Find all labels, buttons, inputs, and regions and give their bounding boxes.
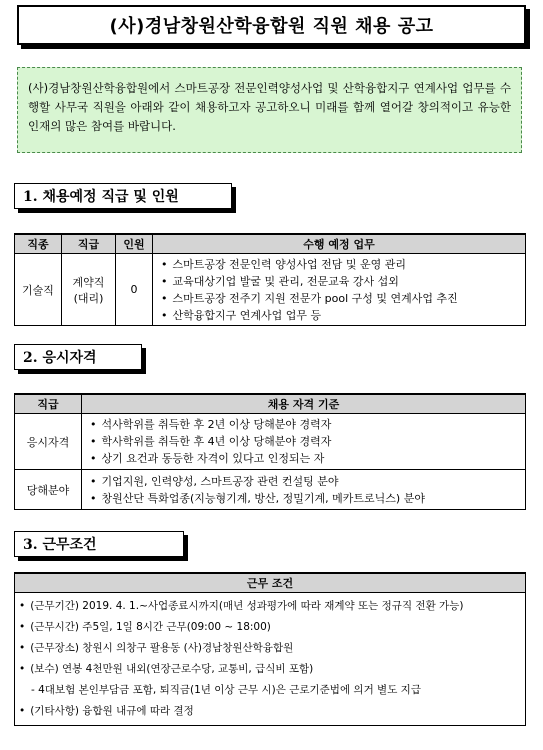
page-title: (사)경남창원산학융합원 직원 채용 공고	[17, 5, 526, 45]
condition-sub-item: - 4대보험 본인부담금 포함, 퇴직금(1년 이상 근무 시)은 근로기준법에 의거 별도 지급	[31, 684, 421, 696]
field-items	[82, 470, 526, 510]
duty-item: • 스마트공장 전문인력 양성사업 전담 및 운영 관리	[161, 256, 521, 273]
qualification-item: • 상기 요건과 동등한 자격이 있다고 인정되는 자	[90, 450, 521, 467]
col-header-criteria: 채용 자격 기준	[82, 394, 526, 414]
cell-count: 0	[116, 254, 153, 326]
intro-text: (사)경남창원산학융합원에서 스마트공장 전문인력양성사업 및 산학융합지구 연계사업 업무를 수행할 사무국 직원을 아래와 같이 채용하고자 공고하오니 미래를 함께 열어갈 창의적이고 유능한 인재의 많은 참여를 바랍니다.	[17, 67, 522, 153]
qualification-item: • 석사학위를 취득한 후 2년 이상 당해분야 경력자	[90, 416, 521, 433]
duty-item: • 산학융합지구 연계사업 업무 등	[161, 307, 521, 324]
positions-table	[14, 233, 526, 326]
row-label-field: 당해분야	[15, 470, 82, 510]
qualification-item: • 학사학위를 취득한 후 4년 이상 당해분야 경력자	[90, 433, 521, 450]
conditions-table	[14, 572, 526, 726]
duty-item: • 교육대상기업 발굴 및 관리, 전문교육 강사 섭외	[161, 273, 521, 290]
duty-item: • 스마트공장 전주기 지원 전문가 pool 구성 및 연계사업 추진	[161, 290, 521, 307]
col-header-grade: 직급	[62, 234, 116, 254]
col-header-grade: 직급	[15, 394, 82, 414]
condition-item: • (근무장소) 창원시 의창구 팔용동 (사)경남창원산학융합원	[19, 638, 521, 659]
cell-duties	[153, 254, 526, 326]
cell-type: 기술직	[15, 254, 62, 326]
section-1-title: 1. 채용예정 직급 및 인원	[14, 183, 232, 209]
cell-grade	[62, 254, 116, 326]
field-item: • 기업지원, 인력양성, 스마트공장 관련 컨설팅 분야	[90, 473, 521, 490]
field-item: • 창원산단 특화업종(지능형기계, 방산, 정밀기계, 메카트로닉스) 분야	[90, 490, 521, 507]
condition-item: • (근무기간) 2019. 4. 1.~사업종료시까지(매년 성과평가에 따라 재계약 또는 정규직 전환 가능)	[19, 596, 521, 617]
qualification-items	[82, 414, 526, 470]
section-2-title: 2. 응시자격	[14, 344, 142, 370]
condition-item: • (근무시간) 주5일, 1일 8시간 근무(09:00 ~ 18:00)	[19, 617, 521, 638]
condition-item: • (기타사항) 융합원 내규에 따라 결정	[19, 701, 521, 722]
condition-item: • (보수) 연봉 4천만원 내외(연장근로수당, 교통비, 급식비 포함)	[19, 659, 521, 680]
section-3-title: 3. 근무조건	[14, 531, 184, 557]
row-label-qualification: 응시자격	[15, 414, 82, 470]
col-header-type: 직종	[15, 234, 62, 254]
col-header-duties: 수행 예정 업무	[153, 234, 526, 254]
conditions-cell	[15, 593, 526, 726]
qualifications-table	[14, 393, 526, 510]
col-header-count: 인원	[116, 234, 153, 254]
cell-grade-line1: 계약직	[72, 275, 105, 289]
cell-grade-line2: (대리)	[73, 291, 104, 305]
col-header-conditions: 근무 조건	[15, 573, 526, 593]
